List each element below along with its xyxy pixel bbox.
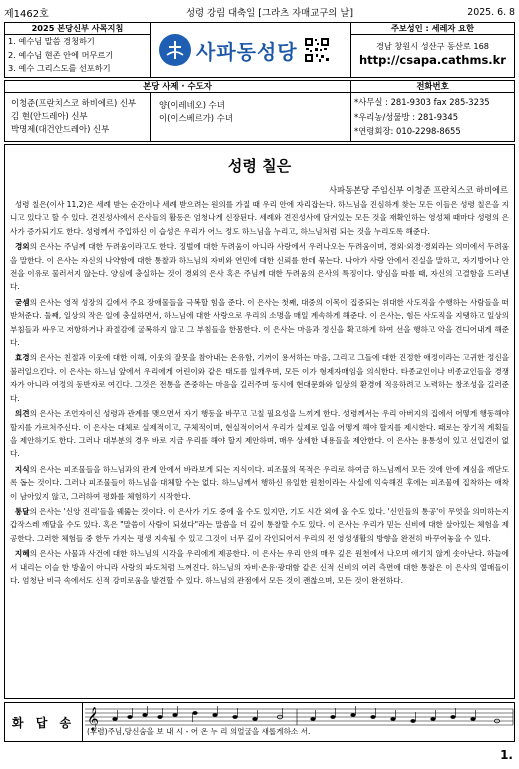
church-emblem-icon xyxy=(159,34,191,66)
sister-name: 양(이레네오) 수녀 xyxy=(159,100,225,110)
patron-saint: 주보성인 : 세레자 요한 xyxy=(351,23,514,35)
contact-line: *사무실 : 281-9303 fax 285-3235 xyxy=(354,97,490,107)
psalm-label: 화 답 송 xyxy=(5,703,83,741)
gift-name: 지혜 xyxy=(14,549,30,559)
article xyxy=(4,144,515,699)
parish-website-link[interactable]: http://csapa.cathms.kr xyxy=(359,53,506,67)
parish-address: 경남 창원시 성산구 동산로 168 xyxy=(375,41,490,51)
article-title: 성령 칠은 xyxy=(227,157,292,175)
gift-name: 지식 xyxy=(14,464,30,474)
article-paragraph: 지식의 은사는 피조물들을 하느님과의 관계 안에서 바라보게 되는 지식이다. 피조물의 목적은 우리로 하여금 하느님께서 모든 것에 안에 계심을 깨닫도록 돕는 것이다. 그러나 피조물들이 하느님을 대체할 수는 없다. 하느님께서 행하신 유일한 원천이라는 사실에 익숙해진 후에는 피조물에 집착하는 애착이 남아있지 않고, 그러하여 평화를 체험하기 시작한다. xyxy=(10,464,510,501)
music-score xyxy=(83,703,514,741)
staff-section-title: 본당 사제 · 수도자 xyxy=(5,81,351,93)
article-body xyxy=(5,198,514,587)
article-paragraph: 효경의 은사는 친절과 이웃에 대한 이해, 이웃의 잘못을 참아내는 온유함, 기꺼이 용서하는 마음, 그리고 그들에 대한 진정한 애정이라는 고귀한 정신을 불러일으킨다. 이 은사는 하느님 앞에서 우리에게 어린이와 같은 태도를 일깨우며, 모든 이가 형제자매임을 의식한다. 타종교인이나 비종교인들을 경쟁자가 아니라 여정의 동반자로 여긴다. 그것은 전통을 존중하는 마음을 길러주며 동시에 현대문화와 일상의 환경에 적응하려고 노력하는 창조성을 길러준다. xyxy=(10,353,510,403)
issue-number: 제1462호 xyxy=(4,8,49,20)
issue-date: 2025. 6. 8 xyxy=(467,6,515,18)
psalm-lyric: (후렴)주님,당신숨을 보 내 시 - 어 온 누 리 의얼굴을 새롭게하소 서. xyxy=(87,727,311,736)
parish-logo xyxy=(151,23,351,77)
pastoral-goals-title: 2025 본당신부 사목지침 xyxy=(5,23,150,35)
masthead xyxy=(4,4,515,20)
sister-name: 이(이스베르가) 수녀 xyxy=(159,113,233,123)
pastoral-goals xyxy=(5,23,151,77)
top-info-box xyxy=(4,22,515,78)
gift-name: 의견 xyxy=(14,409,30,419)
goal-item: 3. 예수 그리스도를 선포하기 xyxy=(8,63,111,74)
article-paragraph: 성령 칠은(이사 11,2)은 세례 받는 순간이나 세례 받으려는 원의를 가질 때 우리 안에 자리잡는다. 하느님을 진심하게 찾는 모든 이들은 성령 칠은을 지니고 있다고 할 수 있다. 견진성사에서 은사들의 활동은 엄청나게 신장된다. 세례와 견진성사에 담겨있는 모든 것을 재확인하는 영성체 때마다 성령의 은사가 증가되기도 한다. 성령께서 주입하신 이 습성은 우리가 어느 정도 하느님을 누리고, 하느님처럼 되는 것을 누리도록 해준다. xyxy=(10,200,510,236)
staff-box xyxy=(4,80,515,142)
contact-line: *연령회장: 010-2298-8655 xyxy=(354,126,461,136)
article-paragraph: 통달의 은사는 '신앙 진리'들을 꿰뚫는 것이다. 이 은사가 기도 중에 올 수도 있지만, 기도 시간 외에 올 수도 있다. '신인들의 통공'이 무엇을 의미하는지 갑작스레 깨달을 수도 있다. 혹은 "말씀이 사람이 되셨다"라는 말씀을 더 깊이 통찰할 수도 있다. 이 은사는 우리가 믿는 신비에 대한 살아있는 체험을 제공한다. 그러한 체험들 중 한두 가지는 평생 지속될 수 있고 그것이 너무 깊이 각인되어서 우리의 전 영성생활의 방향을 완전히 바꾸어놓을 수 있다. xyxy=(10,506,510,543)
goal-item: 2. 예수님 현존 안에 머무르기 xyxy=(8,49,114,60)
goal-item: 1. 예수님 말씀 경청하기 xyxy=(8,36,95,46)
parish-name: 사파동성당 xyxy=(196,39,298,64)
article-paragraph: 지혜의 은사는 사물과 사건에 대한 하느님의 시각을 우리에게 제공한다. 이 은사는 우리 안의 매우 깊은 원천에서 나오며 애기치 않게 솟아난다. 하늘에서 내리는 이슬 한 방울이 아니라 사랑의 파도처럼 느껴진다. 하느님의 자비·온유·광대함 같은 신적 신비의 여러 측면에 대한 통찰은 이 은사의 열매들이다. 엄청난 비극 속에서도 신적 강미로움을 발견할 수 있다. 하느님의 관점에서 모든 것이 괜찮으며, 모든 것이 완전하다. xyxy=(10,549,510,585)
article-paragraph: 경외의 은사는 주님께 대한 두려움이라고도 한다. 징벌에 대한 두려움이 아니라 사랑에서 우러나오는 두려움이며, 경외·외경·경외라는 의미에서 두려움을 말한다. 이 은사는 자신의 나약함에 대한 통찰과 하느님의 자비와 연민에 대한 신뢰를 한데 묶는다. 나아가 사랑 안에서 진실을 말하고, 자기방어나 안전을 이유로 물러서지 않는다. 양심에 충실하는 것이 경외의 은사 혹은 주님께 대한 두려움의 은사의 특징이다. 양심을 따를 때, 자신의 고결함을 드러낸다. xyxy=(10,242,510,292)
gift-name: 효경 xyxy=(14,353,30,363)
priest-name: 박명제(대건안드레아) 신부 xyxy=(11,124,110,134)
gift-name: 통달 xyxy=(14,506,30,516)
contacts-title: 전화번호 xyxy=(351,81,514,93)
page-number: 1. xyxy=(500,748,513,762)
article-author: 사파동본당 주임신부 이청준 프란치스코 하비에르 xyxy=(329,185,508,195)
feast-title: 성령 강림 대축일 [그라츠 자매교구의 날] xyxy=(185,8,354,19)
article-paragraph: 의견의 은사는 조언자이신 성령과 관계를 맺으면서 자기 행동을 바꾸고 고칠 필요성을 느끼게 한다. 성령께서는 우리 아버지의 집에서 어떻게 행동해야 할지를 가르쳐주신다. 이 은사는 대체로 실제적이고, 구체적이며, 현실적이어서 우리가 실제로 일을 어떻게 해야 할지를 제시한다. 때로는 장기적 계획들을 제안하기도 한다. 그러나 대부분의 경우 바로 지금 우리를 해야 할지 제안하며, 매우 상세한 내용들을 제안한다. 이 은사는 용통성이 있고 선입견이 없다. xyxy=(10,409,510,459)
contacts-column xyxy=(351,81,514,141)
priest-name: 이청준(프란치스코 하비에르) 신부 xyxy=(11,98,137,108)
responsorial-psalm xyxy=(4,702,515,742)
parish-info xyxy=(351,23,514,77)
gift-name: 경외 xyxy=(14,242,30,252)
gift-name: 굳셈 xyxy=(14,297,30,307)
qr-code-icon[interactable] xyxy=(304,37,330,63)
contact-line: *우리농/성물방 : 281-9345 xyxy=(354,111,459,122)
article-paragraph: 굳셈의 은사는 영적 성장의 길에서 주요 장애물들을 극복할 힘을 준다. 이 은사는 첫째, 대중의 이목이 집중되는 위대한 사도직을 수행하는 사람들을 떠받쳐준다. 둘째, 일상의 작은 일에 충실하면서, 하느님에 대한 사랑으로 우리의 소명을 매일 계속하게 해준다. 이 은사는, 힘든 사도직을 지탱하고 일상의 부침들과 싸우고 저항하거나 좌절감에 굴복하지 않고 그 부침들을 한몸한다. 이 은사는 마음과 정신을 확고하게 하여 선을 행하고 악을 견디어내게 해준다. xyxy=(10,297,510,348)
priest-name: 김 현(안드레아) 신부 xyxy=(11,111,88,121)
svg-text:𝄞: 𝄞 xyxy=(87,706,99,730)
